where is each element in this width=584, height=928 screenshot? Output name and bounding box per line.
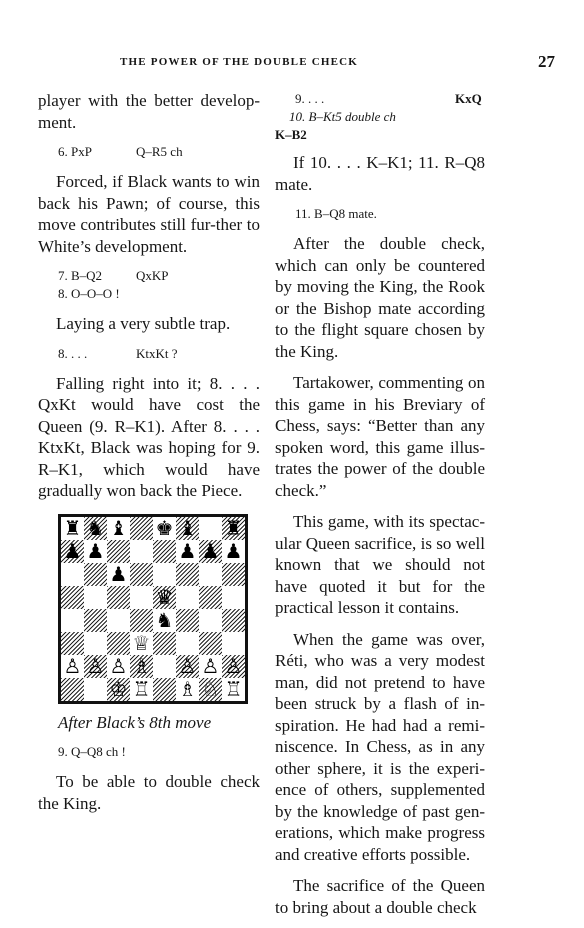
diagram-caption: After Black’s 8th move bbox=[58, 712, 212, 732]
running-header bbox=[45, 52, 555, 72]
move-line: 9. . . . KxQ bbox=[295, 91, 482, 106]
chess-piece: ♟ bbox=[86, 538, 105, 563]
paragraph: Laying a very subtle trap. bbox=[56, 314, 231, 333]
board-square bbox=[176, 632, 199, 655]
chess-board-diagram bbox=[58, 514, 248, 704]
board-square bbox=[130, 517, 153, 540]
chess-piece: ♜ bbox=[63, 515, 82, 540]
board-square bbox=[153, 655, 176, 678]
board-square bbox=[130, 609, 153, 632]
move-line: 6. PxP Q–R5 ch bbox=[58, 144, 183, 159]
board-square bbox=[153, 632, 176, 655]
board-square bbox=[176, 563, 199, 586]
chess-piece: ♜ bbox=[224, 515, 243, 540]
chess-piece: ♞ bbox=[155, 607, 174, 632]
board-square bbox=[153, 678, 176, 701]
chess-piece: ♝ bbox=[178, 515, 197, 540]
board-square bbox=[107, 609, 130, 632]
chess-piece: ♖ bbox=[224, 676, 243, 701]
board-square bbox=[61, 632, 84, 655]
board-square bbox=[222, 586, 245, 609]
page-number: 27 bbox=[538, 52, 555, 71]
paragraph: This game, with its spectac-ular Queen sacrifice, is so well known that we should not have quoted it but for the practical lesson it contains. bbox=[275, 512, 485, 617]
chess-piece: ♙ bbox=[201, 653, 220, 678]
board-square bbox=[107, 540, 130, 563]
chess-piece: ♟ bbox=[109, 561, 128, 586]
board-square bbox=[61, 586, 84, 609]
board-square bbox=[153, 540, 176, 563]
chess-piece: ♝ bbox=[109, 515, 128, 540]
chess-piece: ♙ bbox=[86, 653, 105, 678]
board-square bbox=[199, 609, 222, 632]
board-square bbox=[84, 586, 107, 609]
board-square bbox=[130, 586, 153, 609]
board-square bbox=[222, 563, 245, 586]
board-square bbox=[84, 632, 107, 655]
board-square bbox=[61, 609, 84, 632]
paragraph: If 10. . . . K–K1; 11. R–Q8 mate. bbox=[275, 153, 485, 194]
chess-piece: ♞ bbox=[86, 515, 105, 540]
chess-piece: ♟ bbox=[63, 538, 82, 563]
paragraph: After the double check, which can only be countered by moving the King, the Rook or the Bishop mate according to the flight square chosen by the King. bbox=[275, 234, 485, 361]
chess-piece: ♛ bbox=[155, 584, 174, 609]
paragraph: When the game was over, Réti, who was a very modest man, did not pretend to have been struck by a flash of in-spiration. He had had a remi-niscence. In Chess, as in any other sphere, it is the experi-ence of others, supplemented by the knowledge of past gen-erations, which make progress and creative efforts possible. bbox=[275, 629, 485, 864]
chess-piece: ♙ bbox=[178, 653, 197, 678]
chess-piece: ♙ bbox=[224, 653, 243, 678]
board-square bbox=[61, 678, 84, 701]
board-square bbox=[84, 563, 107, 586]
chess-piece: ♟ bbox=[178, 538, 197, 563]
board-square bbox=[130, 540, 153, 563]
paragraph: Tartakower, commenting on this game in his Breviary of Chess, says: “Better than any spoken word, this game illus-trates the power of the double check.” bbox=[275, 373, 485, 500]
move-line: 9. Q–Q8 ch ! bbox=[58, 744, 126, 759]
chess-piece: ♟ bbox=[224, 538, 243, 563]
chess-piece: ♙ bbox=[109, 653, 128, 678]
board-square bbox=[107, 632, 130, 655]
board-square bbox=[199, 517, 222, 540]
chapter-title: THE POWER OF THE DOUBLE CHECK bbox=[120, 56, 359, 68]
paragraph: player with the better develop-ment. bbox=[38, 91, 260, 132]
move-line: 10. B–Kt5 double chK–B2 bbox=[275, 109, 396, 142]
paragraph: The sacrifice of the Queen to bring about a double check bbox=[275, 876, 485, 917]
chess-piece: ♖ bbox=[132, 676, 151, 701]
move-line: 8. . . . KtxKt ? bbox=[58, 345, 178, 361]
board-square bbox=[176, 586, 199, 609]
move-line: 8. O–O–O ! bbox=[58, 286, 120, 301]
chess-piece: ♘ bbox=[201, 676, 220, 701]
board-square bbox=[84, 678, 107, 701]
chess-piece: ♕ bbox=[132, 630, 151, 655]
board-square bbox=[199, 563, 222, 586]
board-square bbox=[61, 563, 84, 586]
board-square bbox=[222, 632, 245, 655]
board-square bbox=[199, 632, 222, 655]
chess-piece: ♗ bbox=[132, 653, 151, 678]
left-column bbox=[38, 90, 260, 824]
chess-piece: ♙ bbox=[63, 653, 82, 678]
board-square bbox=[84, 609, 107, 632]
chess-piece: ♔ bbox=[109, 676, 128, 701]
chess-piece: ♟ bbox=[201, 538, 220, 563]
board-square bbox=[176, 609, 199, 632]
board-square bbox=[130, 563, 153, 586]
chess-piece: ♚ bbox=[155, 515, 174, 540]
paragraph: Forced, if Black wants to win back his Pawn; of course, this move contributes still fur-ther to White’s development. bbox=[38, 172, 260, 256]
board-square bbox=[107, 586, 130, 609]
board-square bbox=[153, 563, 176, 586]
right-column bbox=[275, 90, 485, 928]
move-line: 7. B–Q2 QxKP bbox=[58, 268, 169, 283]
paragraph: To be able to double check the King. bbox=[38, 772, 260, 813]
board-square bbox=[222, 609, 245, 632]
move-line: 11. B–Q8 mate. bbox=[295, 206, 377, 221]
paragraph: Falling right into it; 8. . . . QxKt would have cost the Queen (9. R–K1). After 8. . . . KtxKt, Black was hoping for 9. R–K1, which would have gradually won back the Piece. bbox=[38, 373, 260, 500]
board-square bbox=[199, 586, 222, 609]
chess-piece: ♗ bbox=[178, 676, 197, 701]
